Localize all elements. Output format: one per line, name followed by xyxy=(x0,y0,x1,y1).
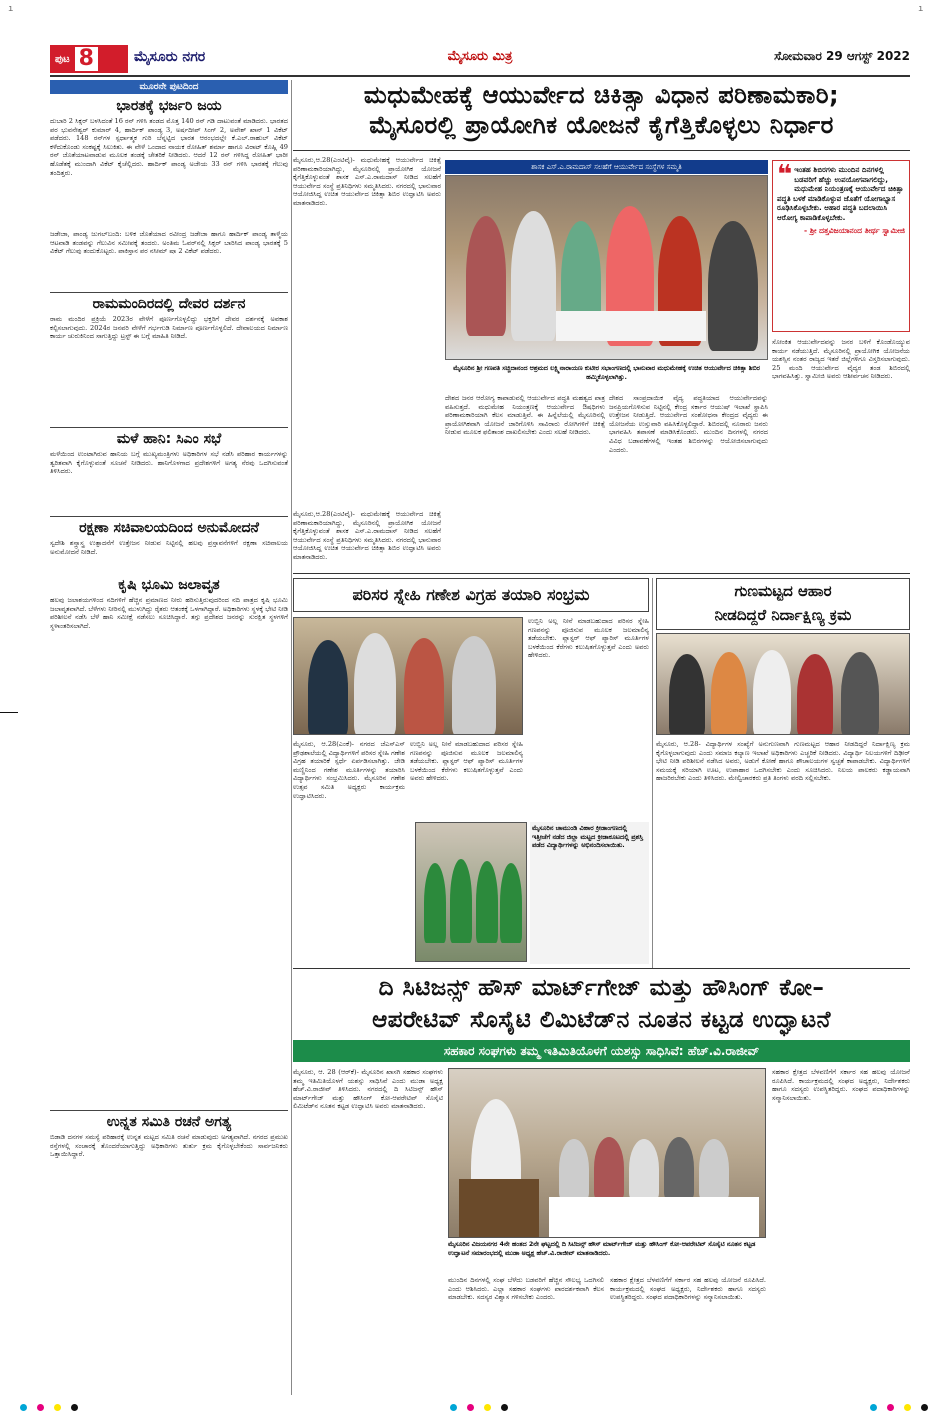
continued-kicker: ಮೂರನೇ ಪುಟದಿಂದ xyxy=(50,80,288,94)
ganesha-photo xyxy=(293,617,523,735)
column-rule xyxy=(652,578,653,968)
food-headline-line-1: ಗುಣಮಟ್ಟದ ಆಹಾರ xyxy=(734,582,832,600)
headline-committee: ಉನ್ನತ ಸಮಿತಿ ರಚನೆ ಅಗತ್ಯ xyxy=(50,1110,288,1130)
coop-headline-line-2: ಆಪರೇಟಿವ್ ಸೊಸೈಟಿ ಲಿಮಿಟೆಡ್‌ನ ನೂತನ ಕಟ್ಟಡ ಉದ್ಘಾಟನೆ xyxy=(372,1007,831,1033)
masthead: ಮೈಸೂರು ಮಿತ್ರ xyxy=(447,49,513,64)
coop-subhead: ಸಹಕಾರ ಸಂಘಗಳು ತಮ್ಮ ಇತಿಮಿತಿಯೊಳಗೆ ಯಶಸ್ಸು ಸಾಧಿಸಿವೆ: ಹೆಚ್.ವಿ.ರಾಜೀವ್ xyxy=(293,1040,910,1062)
headline-rule xyxy=(293,150,910,151)
page-number-badge xyxy=(50,45,128,73)
fold-mark xyxy=(0,712,18,713)
color-registration-dots xyxy=(870,1404,928,1411)
section-rule xyxy=(293,968,910,969)
ganesha-body-col-3: ಉಬ್ಬಿನಿ ಅಲ್ಲ ನೀನೆ ಮಾಡಬಹುದಾದ ಪರಿಸರ ಸ್ನೇಹಿ ಗಣಪನನ್ನು ಪೂಜಿಸುವ ಮೂಲಕ ಜಲಮಾಲಿನ್ಯ ತಡೆಯಬೇಕು. ಪ್ಲಾಸ್ಟರ್ ಆಫ್ ಪ್ಯಾರಿಸ್ ಮೂರ್ತಿಗಳ ಬಳಕೆಯಿಂದ ಕೆರೆಗಳು ಕಲುಷಿತಗೊಳ್ಳುತ್ತವೆ ಎಂದು ಅವರು ಹೇಳಿದರು. xyxy=(528,617,649,660)
headline-ram-mandir: ರಾಮಮಂದಿರದಲ್ಲಿ ದೇವರ ದರ್ಶನ xyxy=(50,292,288,312)
coop-body-col-4: ಸಹಕಾರ ಕ್ಷೇತ್ರದ ಬೆಳವಣಿಗೆಗೆ ಸರ್ಕಾರ ಸಹ ಹಲವು ಯೋಜನೆ ರೂಪಿಸಿದೆ. ಕಾರ್ಯಕ್ರಮದಲ್ಲಿ ಸಂಘದ ಅಧ್ಯಕ್ಷರು, ನಿರ್ದೇಶಕರು ಹಾಗೂ ಸದಸ್ಯರು ಉಪಸ್ಥಿತರಿದ್ದರು. ಸಂಘದ ಪದಾಧಿಕಾರಿಗಳನ್ನು ಸನ್ಮಾನಿಸಲಾಯಿತು. xyxy=(772,1068,910,1102)
article-body: ಹಲವು ಜಲಾಶಯಗಳಿಂದ ನದಿಗಳಿಗೆ ಹೆಚ್ಚಿನ ಪ್ರಮಾಣದ ನೀರು ಹರಿಸುತ್ತಿರುವುದರಿಂದ ನದಿ ಪಾತ್ರದ ಕೃಷಿ ಭೂಮಿ ಜಲಾವೃತವಾಗಿದೆ. ಬೆಳೆಗಳು ನೀರಿನಲ್ಲಿ ಮುಳುಗಿದ್ದು ರೈತರು ಆತಂಕಕ್ಕೆ ಒಳಗಾಗಿದ್ದಾರೆ. ಅಧಿಕಾರಿಗಳು ಸ್ಥಳಕ್ಕೆ ಭೇಟಿ ನೀಡಿ ಪರಿಶೀಲನೆ ನಡೆಸಿ ಬೆಳೆ ಹಾನಿ ಸಮೀಕ್ಷೆ ನಡೆಸಲು ಸೂಚಿಸಿದ್ದಾರೆ. ತಗ್ಗು ಪ್ರದೇಶದ ಜನರನ್ನು ಸುರಕ್ಷಿತ ಸ್ಥಳಗಳಿಗೆ ಸ್ಥಳಾಂತರಿಸಲಾಗಿದೆ. xyxy=(50,596,288,630)
coop-body-col-2: ಮುಂದಿನ ದಿನಗಳಲ್ಲಿ ಸಂಘ ಬೆಳೆದು ಬಡವರಿಗೆ ಹೆಚ್ಚಿನ ಸೌಲಭ್ಯ ಒದಗಿಸಲಿ ಎಂದು ಆಶಿಸಿದರು. ಎಲ್ಲಾ ಸಹಕಾರ ಸಂಘಗಳು ಪಾರದರ್ಶಕವಾಗಿ ಕೆಲಸ ಮಾಡಬೇಕು. ಸದಸ್ಯರ ವಿಶ್ವಾಸ ಗಳಿಸಬೇಕು ಎಂದರು. xyxy=(448,1276,604,1302)
color-registration-dots xyxy=(450,1404,508,1411)
coop-photo-caption: ಮೈಸೂರಿನ ವಿಜಯನಗರ 4ನೇ ಹಂತದ 2ನೇ ಘಟ್ಟದಲ್ಲಿ ದಿ ಸಿಟಿಜನ್ಸ್ ಹೌಸ್ ಮಾರ್ಟ್‌ಗೇಜ್ ಮತ್ತು ಹೌಸಿಂಗ್ ಕೋ-ಆಪರೇಟಿವ್ ಸೊಸೈಟಿ ನೂತನ ಕಟ್ಟಡ ಉದ್ಘಾಟನೆ ಸಮಾರಂಭದಲ್ಲಿ ಮುಡಾ ಅಧ್ಯಕ್ಷ ಹೆಚ್.ವಿ.ರಾಜೀವ್ ಮಾತನಾಡಿದರು. xyxy=(448,1240,756,1257)
food-inspection-photo xyxy=(656,633,910,735)
registration-mark: ı xyxy=(8,4,14,14)
ganesha-body-col-2: ಉಬ್ಬಿನಿ ಅಲ್ಲ ನೀನೆ ಮಾಡಬಹುದಾದ ಪರಿಸರ ಸ್ನೇಹಿ ಗಣಪನನ್ನು ಪೂಜಿಸುವ ಮೂಲಕ ಜಲಮಾಲಿನ್ಯ ತಡೆಯಬೇಕು. ಪ್ಲಾಸ್ಟರ್ ಆಫ್ ಪ್ಯಾರಿಸ್ ಮೂರ್ತಿಗಳ ಬಳಕೆಯಿಂದ ಕೆರೆಗಳು ಕಲುಷಿತಗೊಳ್ಳುತ್ತವೆ ಎಂದು ಅವರು ಹೇಳಿದರು. xyxy=(410,740,523,783)
header-divider xyxy=(50,75,910,77)
lead-body-col-3: ದೇಶದ ಸಾಂಪ್ರದಾಯಿಕ ವೈದ್ಯ ಪದ್ಧತಿಯಾದ ಆಯುರ್ವೇದವನ್ನು ಜನಪ್ರಿಯಗೊಳಿಸುವ ನಿಟ್ಟಿನಲ್ಲಿ ಕೇಂದ್ರ ಸರ್ಕಾರ ಆಯುಷ್ ಇಲಾಖೆ ಸ್ಥಾಪಿಸಿ ಉತ್ತೇಜನ ನೀಡುತ್ತಿದೆ. ಆಯುರ್ವೇದ ಸಂಶೋಧನಾ ಕೇಂದ್ರದ ವೈದ್ಯರು ಈ ಯೋಜನೆಯ ಉಸ್ತುವಾರಿ ವಹಿಸಿಕೊಳ್ಳಲಿದ್ದಾರೆ. ಶಿಬಿರದಲ್ಲಿ ನೂರಾರು ಜನರು ಭಾಗವಹಿಸಿ ತಪಾಸಣೆ ಮಾಡಿಸಿಕೊಂಡರು. ಮುಂದಿನ ದಿನಗಳಲ್ಲಿ ನಗರದ ವಿವಿಧ ಬಡಾವಣೆಗಳಲ್ಲಿ ಇಂತಹ ಶಿಬಿರಗಳನ್ನು ಆಯೋಜಿಸಲಾಗುವುದು ಎಂದರು. xyxy=(609,394,768,454)
section-title: ಮೈಸೂರು ನಗರ xyxy=(134,49,206,65)
registration-mark: ı xyxy=(918,4,924,14)
students-caption: ಮೈಸೂರಿನ ಚಾಮುಂಡಿ ವಿಹಾರ ಕ್ರೀಡಾಂಗಣದಲ್ಲಿ ಇತ್ತೀಚೆಗೆ ನಡೆದ ಜಿಲ್ಲಾ ಮಟ್ಟದ ಕ್ರೀಡಾಕೂಟದಲ್ಲಿ ಪ್ರಶಸ್ತಿ ಪಡೆದ ವಿದ್ಯಾರ್ಥಿಗಳನ್ನು ಅಭಿನಂದಿಸಲಾಯಿತು. xyxy=(530,822,649,964)
lead-headline-line-2: ಮೈಸೂರಲ್ಲಿ ಪ್ರಾಯೋಗಿಕ ಯೋಜನೆ ಕೈಗೆತ್ತಿಕೊಳ್ಳಲು ನಿರ್ಧಾರ xyxy=(369,111,834,139)
coop-body-col-3: ಸಹಕಾರ ಕ್ಷೇತ್ರದ ಬೆಳವಣಿಗೆಗೆ ಸರ್ಕಾರ ಸಹ ಹಲವು ಯೋಜನೆ ರೂಪಿಸಿದೆ. ಕಾರ್ಯಕ್ರಮದಲ್ಲಿ ಸಂಘದ ಅಧ್ಯಕ್ಷರು, ನಿರ್ದೇಶಕರು ಹಾಗೂ ಸದಸ್ಯರು ಉಪಸ್ಥಿತರಿದ್ದರು. ಸಂಘದ ಪದಾಧಿಕಾರಿಗಳನ್ನು ಸನ್ಮಾನಿಸಲಾಯಿತು. xyxy=(610,1276,766,1302)
article-body: ಬಿಡಾಡಿ ದನಗಳ ಸಮಸ್ಯೆ ಪರಿಹಾರಕ್ಕೆ ಉನ್ನತ ಮಟ್ಟದ ಸಮಿತಿ ರಚನೆ ಮಾಡುವುದು ಅಗತ್ಯವಾಗಿದೆ. ನಗರದ ಪ್ರಮುಖ ರಸ್ತೆಗಳಲ್ಲಿ ಸಂಚಾರಕ್ಕೆ ತೊಂದರೆಯಾಗುತ್ತಿದ್ದು ಅಧಿಕಾರಿಗಳು ತುರ್ತು ಕ್ರಮ ಕೈಗೊಳ್ಳಬೇಕೆಂದು ಸಾರ್ವಜನಿಕರು ಒತ್ತಾಯಿಸಿದ್ದಾರೆ. xyxy=(50,1133,288,1159)
food-body: ಮೈಸೂರು, ಆ.28- ವಿದ್ಯಾರ್ಥಿಗಳ ಸಂಖ್ಯೆಗೆ ಅನುಗುಣವಾಗಿ ಗುಣಮಟ್ಟದ ಆಹಾರ ನೀಡದಿದ್ದರೆ ನಿರ್ದಾಕ್ಷಿಣ್ಯ ಕ್ರಮ ಕೈಗೊಳ್ಳಲಾಗುವುದು ಎಂದು ಸಮಾಜ ಕಲ್ಯಾಣ ಇಲಾಖೆ ಅಧಿಕಾರಿಗಳು ಎಚ್ಚರಿಕೆ ನೀಡಿದರು. ವಿದ್ಯಾರ್ಥಿ ನಿಲಯಗಳಿಗೆ ದಿಢೀರ್ ಭೇಟಿ ನೀಡಿ ಪರಿಶೀಲನೆ ನಡೆಸಿದ ಅವರು, ಅಡುಗೆ ಕೋಣೆ ಹಾಗೂ ಶೌಚಾಲಯಗಳ ಸ್ವಚ್ಛತೆ ಕಾಪಾಡಬೇಕು. ವಿದ್ಯಾರ್ಥಿಗಳಿಗೆ ಸಮಯಕ್ಕೆ ಸರಿಯಾಗಿ ಊಟ, ಉಪಾಹಾರ ಒದಗಿಸಬೇಕು ಎಂದು ಸೂಚಿಸಿದರು. ನಿಲಯ ಪಾಲಕರು ಕಡ್ಡಾಯವಾಗಿ ಹಾಜರಿರಬೇಕು ಎಂದು ತಿಳಿಸಿದರು. ಮೇಲ್ವಿಚಾರಕರು ಪ್ರತಿ ತಿಂಗಳು ವರದಿ ಸಲ್ಲಿಸಬೇಕು. xyxy=(656,740,910,783)
column-rule xyxy=(291,80,292,1395)
article-body: ರಾಮ ಮಂದಿರ ಪ್ರಕ್ರಿಯೆ 2023ರ ವೇಳೆಗೆ ಪೂರ್ಣಗೊಳ್ಳಲಿದ್ದು ಭಕ್ತರಿಗೆ ದೇವರ ದರ್ಶನಕ್ಕೆ ಅವಕಾಶ ಕಲ್ಪಿಸಲಾಗುವುದು. 2024ರ ಜನವರಿ ವೇಳೆಗೆ ಗರ್ಭಗುಡಿ ನಿರ್ಮಾಣ ಪೂರ್ಣಗೊಳ್ಳಲಿದೆ. ದೇವಾಲಯದ ನಿರ್ಮಾಣ ಕಾರ್ಯ ಚುರುಕಿನಿಂದ ಸಾಗುತ್ತಿದ್ದು ಟ್ರಸ್ಟ್ ಈ ಬಗ್ಗೆ ಮಾಹಿತಿ ನೀಡಿದೆ. xyxy=(50,315,288,341)
issue-date: ಸೋಮವಾರ 29 ಆಗಸ್ಟ್ 2022 xyxy=(774,49,910,63)
headline-farmland-flood: ಕೃಷಿ ಭೂಮಿ ಜಲಾವೃತ xyxy=(118,577,220,593)
headline-rain-damage: ಮಳೆ ಹಾನಿ: ಸಿಎಂ ಸಭೆ xyxy=(50,427,288,447)
color-registration-dots xyxy=(20,1404,78,1411)
article-body: ಮಳೆಯಿಂದ ಉಂಟಾಗಿರುವ ಹಾನಿಯ ಬಗ್ಗೆ ಮುಖ್ಯಮಂತ್ರಿಗಳು ಅಧಿಕಾರಿಗಳ ಸಭೆ ನಡೆಸಿ ಪರಿಹಾರ ಕಾರ್ಯಗಳನ್ನು ತ್ವರಿತವಾಗಿ ಕೈಗೊಳ್ಳುವಂತೆ ಸೂಚನೆ ನೀಡಿದರು. ಹಾನಿಗೊಳಗಾದ ಪ್ರದೇಶಗಳಿಗೆ ಅಗತ್ಯ ನೆರವು ಒದಗಿಸುವಂತೆ ತಿಳಿಸಿದರು. xyxy=(50,450,288,476)
article-body: ದುಬಾರಿ 2 ಸಿಕ್ಸರ್ ಬಳಸಿದಂತೆ 16 ರನ್ ಗಳಿಸಿ ತಂಡದ ಮೊತ್ತ 140 ರನ್ ಗಡಿ ದಾಟುವಂತೆ ಮಾಡಿದರು. ಭಾರತದ ಪರ ಭುವನೇಶ್ವರ್ ಕುಮಾರ್ 4, ಹಾರ್ದಿಕ್ ಪಾಂಡ್ಯ 3, ಅರ್ಷದೀಪ್ ಸಿಂಗ್ 2, ಅವೇಶ್ ಖಾನ್ 1 ವಿಕೆಟ್ ಪಡೆದರು. 148 ರನ್‌ಗಳ ಸ್ಪರ್ಧಾತ್ಮಕ ಗುರಿ ಬೆನ್ನಟ್ಟಿದ ಭಾರತ ಆರಂಭದಲ್ಲೇ ಕೆ.ಎಲ್.ರಾಹುಲ್ ವಿಕೆಟ್ ಕಳೆದುಕೊಂಡು ಸಂಕಷ್ಟಕ್ಕೆ ಸಿಲುಕಿತು. ಈ ವೇಳೆ ಒಂದಾದ ನಾಯಕ ರೋಹಿತ್ ಶರ್ಮಾ ಹಾಗೂ ವಿರಾಟ್ ಕೊಹ್ಲಿ 49 ರನ್ ಜೊತೆಯಾಟವಾಡುವ ಮೂಲಕ ತಂಡಕ್ಕೆ ಚೇತರಿಕೆ ನೀಡಿದರು. ಆದರೆ 12 ರನ್ ಗಳಿಸಿದ್ದ ರೋಹಿತ್ ಭಾರೀ ಹೊಡೆತಕ್ಕೆ ಮುಂದಾಗಿ ವಿಕೆಟ್ ಕೈಚೆಲ್ಲಿದರು. ಹಾರ್ದಿಕ್ ಪಾಂಡ್ಯ ಅಜೇಯ 33 ರನ್ ಗಳಿಸಿ ಭಾರತಕ್ಕೆ ಗೆಲುವು ತಂದಿತ್ತರು. xyxy=(50,117,288,177)
ganesha-body-col-1: ಮೈಸೂರು, ಆ.28(ಎಂಕೆ)- ನಗರದ ಜೆಎಸ್‌ಎಸ್ ಪ್ರೌಢಶಾಲೆಯಲ್ಲಿ ವಿದ್ಯಾರ್ಥಿಗಳಿಗೆ ಪರಿಸರ ಸ್ನೇಹಿ ಗಣೇಶ ವಿಗ್ರಹ ತಯಾರಿಕೆ ಸ್ಪರ್ಧೆ ಏರ್ಪಡಿಸಲಾಗಿತ್ತು. ಜೇಡಿ ಮಣ್ಣಿನಿಂದ ಗಣೇಶ ಮೂರ್ತಿಗಳನ್ನು ತಯಾರಿಸಿ ವಿದ್ಯಾರ್ಥಿಗಳು ಸಂಭ್ರಮಿಸಿದರು. ಮೈಸೂರಿನ ಗಣೇಶ ಉತ್ಸವ ಸಮಿತಿ ಅಧ್ಯಕ್ಷರು ಕಾರ್ಯಕ್ರಮ ಉದ್ಘಾಟಿಸಿದರು. xyxy=(293,740,405,800)
lead-photo xyxy=(445,175,768,360)
coop-photo xyxy=(448,1068,766,1238)
food-headline-line-2: ನೀಡದಿದ್ದರೆ ನಿರ್ದಾಕ್ಷಿಣ್ಯ ಕ್ರಮ xyxy=(714,606,852,624)
left-column xyxy=(50,80,288,1390)
lead-headline xyxy=(293,80,910,140)
article-body: ಸ್ವದೇಶಿ ಶಸ್ತ್ರಾಸ್ತ್ರ ಉತ್ಪಾದನೆಗೆ ಉತ್ತೇಜನ ನೀಡುವ ನಿಟ್ಟಿನಲ್ಲಿ ಹಲವು ಪ್ರಸ್ತಾವನೆಗಳಿಗೆ ರಕ್ಷಣಾ ಸಚಿವಾಲಯ ಅನುಮೋದನೆ ನೀಡಿದೆ. xyxy=(50,539,288,556)
section-rule xyxy=(293,573,910,574)
lead-body-col-4: ಸೋಂಕಿತ ಆಯುರ್ವೇದವನ್ನು ಜನರ ಬಳಿಗೆ ಕೊಂಡೊಯ್ಯುವ ಕಾರ್ಯ ನಡೆಯುತ್ತಿದೆ. ಮೈಸೂರಿನಲ್ಲಿ ಪ್ರಾಯೋಗಿಕ ಯೋಜನೆಯ ಯಶಸ್ಸಿನ ನಂತರ ರಾಜ್ಯದ ಇತರೆ ಜಿಲ್ಲೆಗಳಿಗೂ ವಿಸ್ತರಿಸಲಾಗುವುದು. 25 ಮಂದಿ ಆಯುರ್ವೇದ ವೈದ್ಯರ ತಂಡ ಶಿಬಿರದಲ್ಲಿ ಭಾಗವಹಿಸಿತ್ತು. ಸ್ವಾಮೀಜಿ ಅವರು ಆಶೀರ್ವಚನ ನೀಡಿದರು. xyxy=(772,338,910,381)
lead-photo-caption: ಮೈಸೂರಿನ ಶ್ರೀ ಗಣಪತಿ ಸಚ್ಚಿದಾನಂದ ಆಶ್ರಮದ ಲಕ್ಷ್ಮಿನಾರಾಯಣ ಕುಟೀರ ಸಭಾಂಗಣದಲ್ಲಿ ಭಾನುವಾರ ಮಧುಮೇಹಕ್ಕೆ ಉಚಿತ ಆಯುರ್ವೇದ ಚಿಕಿತ್ಸಾ ಶಿಬಿರ ಹಮ್ಮಿಕೊಳ್ಳಲಾಗಿತ್ತು. xyxy=(453,364,760,381)
students-photo xyxy=(415,822,527,962)
photo-subhead-bar: ಶಾಸಕ ಎಸ್.ಎ.ರಾಮದಾಸ್ ಸಲಹೆಗೆ ಆಯುರ್ವೇದ ಸಂಸ್ಥೆಗಳ ಸಮ್ಮತಿ xyxy=(445,160,768,174)
pull-quote xyxy=(772,160,910,332)
ganesha-headline: ಪರಿಸರ ಸ್ನೇಹಿ ಗಣೇಶ ವಿಗ್ರಹ ತಯಾರಿ ಸಂಭ್ರಮ xyxy=(293,578,649,612)
quote-text: ಇಂತಹ ಶಿಬಿರಗಳು ಮುಂದಿನ ದಿನಗಳಲ್ಲಿ ಬಡವರಿಗೆ ಹೆಚ್ಚು ಉಪಯೋಗವಾಗಲಿದ್ದು, ಮಧುಮೇಹ ನಿಯಂತ್ರಣಕ್ಕೆ ಆಯುರ್ವೇದ ಚಿಕಿತ್ಸಾ ಪದ್ಧತಿ ಬಳಕೆ ಮಾಡಿಕೊಳ್ಳುವ ಜೊತೆಗೆ ಯೋಗಾಭ್ಯಾಸ ರೂಢಿಸಿಕೊಳ್ಳಬೇಕು. ಆಹಾರ ಪದ್ಧತಿ ಬದಲಾಯಿಸಿ ಆರೋಗ್ಯ ಕಾಪಾಡಿಕೊಳ್ಳಬೇಕು. xyxy=(777,165,904,222)
article-body: ಜಡೇಜಾ, ಪಾಂಡ್ಯ ಜುಗಲ್‌ಬಂದಿ: ಬಳಿಕ ಜೊತೆಯಾದ ರವೀಂದ್ರ ಜಡೇಜಾ ಹಾಗೂ ಹಾರ್ದಿಕ್ ಪಾಂಡ್ಯ ತಾಳ್ಮೆಯ ಆಟವಾಡಿ ತಂಡವನ್ನು ಗೆಲುವಿನ ಸಮೀಪಕ್ಕೆ ತಂದರು. ಅಂತಿಮ ಓವರ್‌ನಲ್ಲಿ ಸಿಕ್ಸರ್ ಬಾರಿಸಿದ ಪಾಂಡ್ಯ ಭಾರತಕ್ಕೆ 5 ವಿಕೆಟ್ ಗೆಲುವು ತಂದುಕೊಟ್ಟರು. ಪಾಕಿಸ್ತಾನ ಪರ ನಸೀಮ್ ಷಾ 2 ವಿಕೆಟ್ ಪಡೆದರು. xyxy=(50,230,288,256)
lead-headline-line-1: ಮಧುಮೇಹಕ್ಕೆ ಆಯುರ್ವೇದ ಚಿಕಿತ್ಸಾ ವಿಧಾನ ಪರಿಣಾಮಕಾರಿ; xyxy=(363,81,840,109)
page-number: 8 xyxy=(75,47,98,71)
quote-author: - ಶ್ರೀ ದತ್ತವಿಜಯಾನಂದ ತೀರ್ಥ ಸ್ವಾಮೀಜಿ xyxy=(804,225,905,235)
coop-headline xyxy=(293,972,910,1036)
lead-body-col-1: ಮೈಸೂರು,ಆ.28(ಎಂಟಿವೈ)- ಮಧುಮೇಹಕ್ಕೆ ಆಯುರ್ವೇದ ಚಿಕಿತ್ಸೆ ಪರಿಣಾಮಕಾರಿಯಾಗಿದ್ದು, ಮೈಸೂರಿನಲ್ಲಿ ಪ್ರಾಯೋಗಿಕ ಯೋಜನೆ ಕೈಗೆತ್ತಿಕೊಳ್ಳುವಂತೆ ಶಾಸಕ ಎಸ್.ಎ.ರಾಮದಾಸ್ ನೀಡಿದ ಸಲಹೆಗೆ ಆಯುರ್ವೇದ ಸಂಸ್ಥೆ ಪ್ರತಿನಿಧಿಗಳು ಸಮ್ಮತಿಸಿದರು. ನಗರದಲ್ಲಿ ಭಾನುವಾರ ಆಯೋಜಿಸಿದ್ದ ಉಚಿತ ಆಯುರ್ವೇದ ಚಿಕಿತ್ಸಾ ಶಿಬಿರ ಉದ್ಘಾಟಿಸಿ ಅವರು ಮಾತನಾಡಿದರು. xyxy=(293,156,441,207)
page-header xyxy=(50,45,910,75)
coop-headline-line-1: ದಿ ಸಿಟಿಜನ್ಸ್ ಹೌಸ್ ಮಾರ್ಟ್‌ಗೇಜ್ ಮತ್ತು ಹೌಸಿಂಗ್ ಕೋ– xyxy=(378,975,825,1001)
quote-mark-icon: ❝ xyxy=(777,160,793,190)
lead-body-col-1b: ಮೈಸೂರು,ಆ.28(ಎಂಟಿವೈ)- ಮಧುಮೇಹಕ್ಕೆ ಆಯುರ್ವೇದ ಚಿಕಿತ್ಸೆ ಪರಿಣಾಮಕಾರಿಯಾಗಿದ್ದು, ಮೈಸೂರಿನಲ್ಲಿ ಪ್ರಾಯೋಗಿಕ ಯೋಜನೆ ಕೈಗೆತ್ತಿಕೊಳ್ಳುವಂತೆ ಶಾಸಕ ಎಸ್.ಎ.ರಾಮದಾಸ್ ನೀಡಿದ ಸಲಹೆಗೆ ಆಯುರ್ವೇದ ಸಂಸ್ಥೆ ಪ್ರತಿನಿಧಿಗಳು ಸಮ್ಮತಿಸಿದರು. ನಗರದಲ್ಲಿ ಭಾನುವಾರ ಆಯೋಜಿಸಿದ್ದ ಉಚಿತ ಆಯುರ್ವೇದ ಚಿಕಿತ್ಸಾ ಶಿಬಿರ ಉದ್ಘಾಟಿಸಿ ಅವರು ಮಾತನಾಡಿದರು. xyxy=(293,510,441,561)
lead-body-col-2: ದೇಶದ ಜನರ ಆರೋಗ್ಯ ಕಾಪಾಡುವಲ್ಲಿ ಆಯುರ್ವೇದ ಪದ್ಧತಿ ಮಹತ್ವದ ಪಾತ್ರ ವಹಿಸುತ್ತದೆ. ಮಧುಮೇಹ ನಿಯಂತ್ರಣಕ್ಕೆ ಆಯುರ್ವೇದ ಔಷಧಿಗಳು ಪರಿಣಾಮಕಾರಿಯಾಗಿ ಕೆಲಸ ಮಾಡುತ್ತಿವೆ. ಈ ಹಿನ್ನೆಲೆಯಲ್ಲಿ ಮೈಸೂರಿನಲ್ಲಿ ಪ್ರಾಯೋಗಿಕವಾಗಿ ಯೋಜನೆ ಜಾರಿಗೊಳಿಸಿ ಸಾವಿರಾರು ರೋಗಿಗಳಿಗೆ ಚಿಕಿತ್ಸೆ ನೀಡುವ ಮೂಲಕ ಫಲಿತಾಂಶ ದಾಖಲಿಸಬೇಕು ಎಂದು ಸಲಹೆ ನೀಡಿದರು. xyxy=(445,394,605,437)
headline-india-win: ಭಾರತಕ್ಕೆ ಭರ್ಜರಿ ಜಯ xyxy=(116,98,222,114)
page-label: ಪುಟ xyxy=(55,53,70,65)
coop-body-col-1: ಮೈಸೂರು, ಆ. 28 (ಆರ್‌ಕೆ)- ಮೈಸೂರಿನ ಖಾಸಗಿ ಸಹಕಾರ ಸಂಘಗಳು ತಮ್ಮ ಇತಿಮಿತಿಯೊಳಗೆ ಯಶಸ್ಸು ಸಾಧಿಸಿವೆ ಎಂದು ಮುಡಾ ಅಧ್ಯಕ್ಷ ಹೆಚ್.ವಿ.ರಾಜೀವ್ ತಿಳಿಸಿದರು. ನಗರದಲ್ಲಿ ದಿ ಸಿಟಿಜನ್ಸ್ ಹೌಸ್ ಮಾರ್ಟ್‌ಗೇಜ್ ಮತ್ತು ಹೌಸಿಂಗ್ ಕೋ-ಆಪರೇಟಿವ್ ಸೊಸೈಟಿ ಲಿಮಿಟೆಡ್‌ನ ನೂತನ ಕಟ್ಟಡ ಉದ್ಘಾಟಿಸಿ ಅವರು ಮಾತನಾಡಿದರು. xyxy=(293,1068,443,1111)
headline-defence: ರಕ್ಷಣಾ ಸಚಿವಾಲಯದಿಂದ ಅನುಮೋದನೆ xyxy=(50,516,288,536)
food-headline xyxy=(656,578,910,630)
